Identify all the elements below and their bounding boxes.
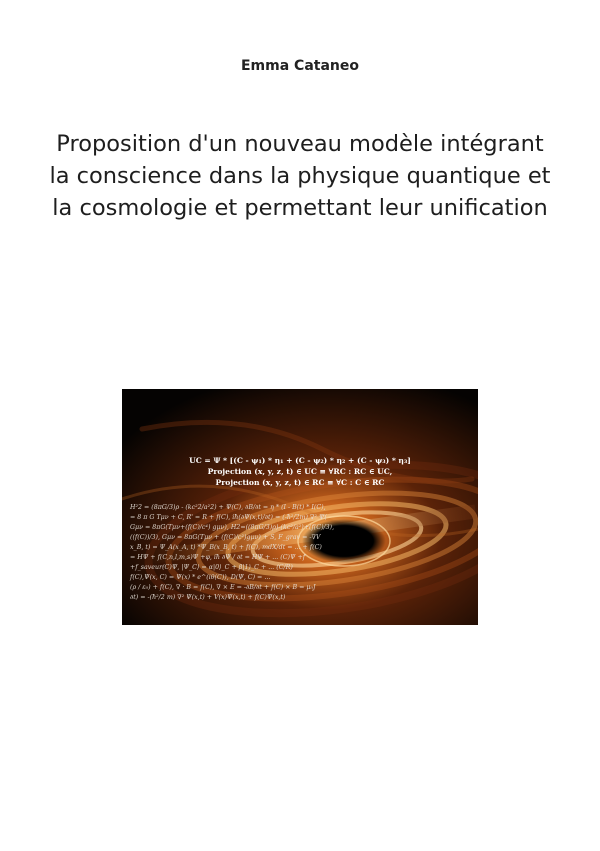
formula-line-9: (ρ / ε₀) + f(C), ∇ · B = f(C), ∇ × E = -∂B/∂t + f(C) × B = μ₀J bbox=[130, 584, 316, 591]
formula-line-5: x_B, t) = Ψ_A(x_A, t) *Ψ_B(x_B, t) + f(C), mdX/dt = ... + f(C) bbox=[130, 544, 322, 551]
author-name: Emma Cataneo bbox=[240, 58, 359, 74]
formula-line-8: f(C),Ψ(x, C) = Ψ(x) * e^(iθ(C)), D(Ψ, C) = ... bbox=[130, 574, 271, 581]
formula-line-2: = 8 π G Tμν + C, R' = R + f(C), iħ(∂Ψ(x,t)/∂t) = (-ħ²/2m) ∇² Ψ( bbox=[130, 514, 327, 521]
title-line-2: la conscience dans la physique quantique et bbox=[49, 163, 551, 189]
formula-headline-2: Projection (x, y, z, t) ∈ UC ≡ ∀RC : RC ∈ UC, bbox=[207, 467, 393, 476]
formula-line-1: H²2 = (8πG/3)ρ - (kc²2/a²2) + Ψ(C), ∂B/∂t = η * (I - B(t) * I(C), bbox=[130, 504, 326, 511]
formula-line-6: = HΨ + f(C,n,l,m,s)Ψ +φ, iħ ∂Ψ / ∂t = HΨ + ... (C)Ψ +f bbox=[130, 554, 306, 561]
formula-line-7: +f_saveur(C)Ψ, |Ψ_C⟩ = α|0⟩_C + β|1⟩_C + ... (C/R) bbox=[130, 564, 293, 571]
title-line-3: la cosmologie et permettant leur unification bbox=[52, 195, 548, 221]
formula-headline-3: Projection (x, y, z, t) ∈ RC ≡ ∀C : C ∈ RC bbox=[215, 478, 385, 487]
title-line-1: Proposition d'un nouveau modèle intégrant bbox=[56, 131, 544, 157]
black-hole-image bbox=[122, 389, 478, 625]
formula-line-10: ∂t) = -(ħ²/2 m) ∇² Ψ(x,t) + V(x)Ψ(x,t) + f(C)Ψ(x,t) bbox=[130, 594, 286, 601]
cover-illustration bbox=[122, 389, 478, 625]
formula-headline-1: UC = Ψ * [(C - ψ₁) * η₁ + (C - ψ₂) * η₂ + (C - ψ₃) * η₃] bbox=[189, 456, 411, 465]
formula-line-4: ((f(C))/3), Gμν = 8πG(Tμν + (f(C)/c²)gμν) + S, F_grav = -∇V bbox=[130, 534, 321, 541]
formula-line-3: Gμν = 8πG(Tμν+(f(C)/c⁴) gμν), H2=((8πG/3)ρ)-(kc²/a²)+(f(C)/3), bbox=[130, 524, 335, 531]
book-title bbox=[40, 128, 560, 224]
